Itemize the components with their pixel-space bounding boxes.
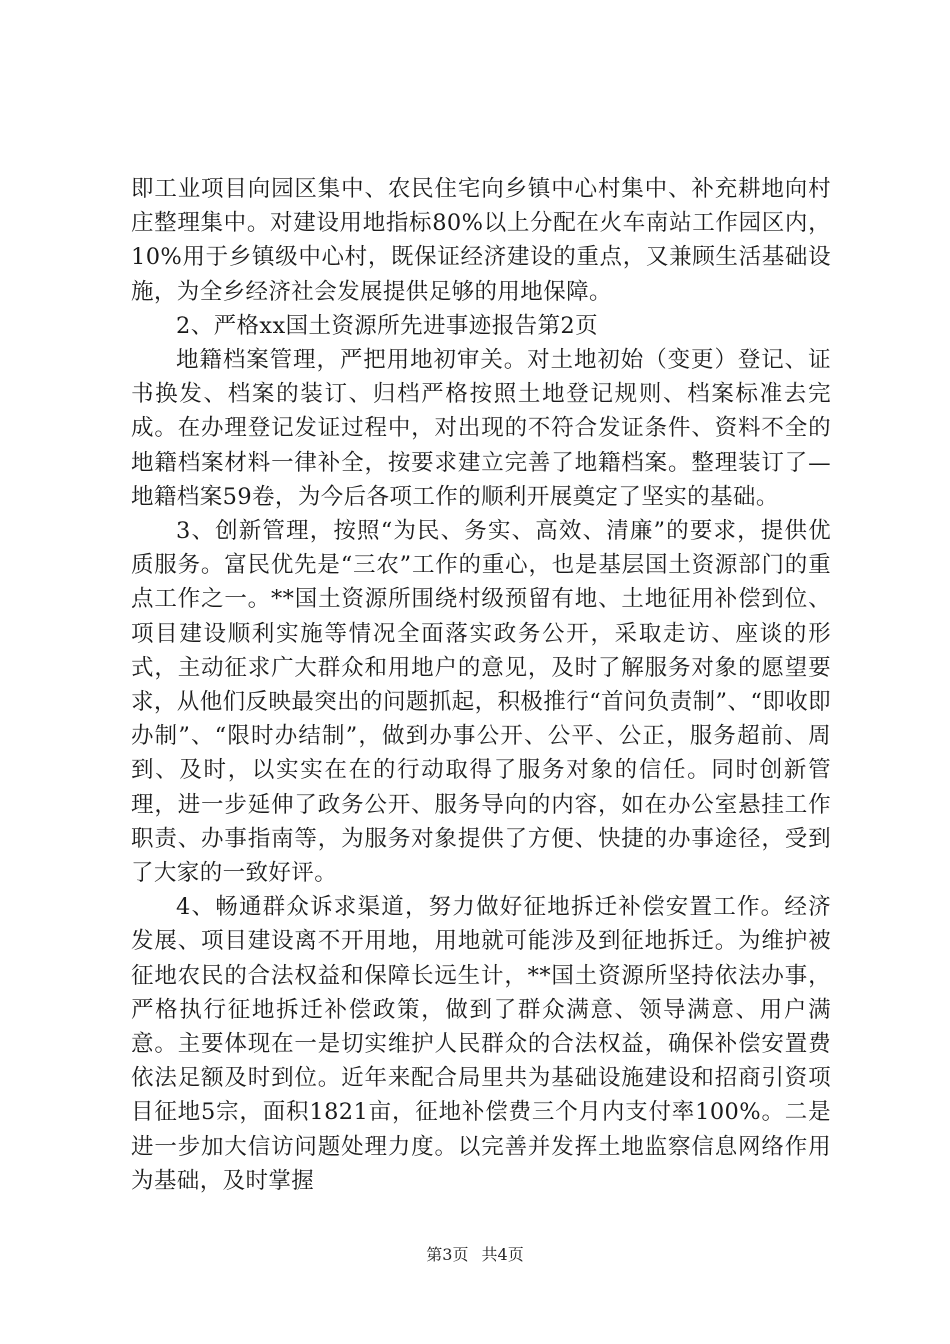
paragraph-continuation: 即工业项目向园区集中、农民住宅向乡镇中心村集中、补充耕地向村庄整理集中。对建设用地指标80%以上分配在火车南站工作园区内，10%用于乡镇级中心村，既保证经济建设的重点，又兼顾生活基础设施，为全乡经济社会发展提供足够的用地保障。 [131, 176, 831, 305]
paragraph-innovation: 3、创新管理，按照“为民、务实、高效、清廉”的要求，提供优质服务。富民优先是“三农”工作的重心，也是基层国土资源部门的重点工作之一。**国土资源所围绕村级预留有地、土地征用补偿到位、项目建设顺利实施等情况全面落实政务公开，采取走访、座谈的形式，主动征求广大群众和用地户的意见，及时了解服务对象的愿望要求，从他们反映最突出的问题抓起，积极推行“首问负责制”、“即收即办制”、“限时办结制”，做到办事公开、公平、公正，服务超前、周到、及时，以实实在在的行动取得了服务对象的信任。同时创新管理，进一步延伸了政务公开、服务导向的内容，如在办公室悬挂工作职责、办事指南等，为服务对象提供了方便、快捷的办事途径，受到了大家的一致好评。 [131, 518, 831, 887]
page-footer [0, 1242, 950, 1265]
paragraph-archives: 地籍档案管理，严把用地初审关。对土地初始（变更）登记、证书换发、档案的装订、归档严格按照土地登记规则、档案标准去完成。在办理登记发证过程中，对出现的不符合发证条件、资料不全的地籍档案材料一律补全，按要求建立完善了地籍档案。整理装订了—地籍档案59卷，为今后各项工作的顺利开展奠定了坚实的基础。 [131, 347, 831, 510]
section-heading-2: 2、严格xx国土资源所先进事迹报告第2页 [176, 312, 599, 339]
page-total: 共4页 [481, 1245, 524, 1264]
paragraph-land-acquisition: 4、畅通群众诉求渠道，努力做好征地拆迁补偿安置工作。经济发展、项目建设离不开用地，用地就可能涉及到征地拆迁。为维护被征地农民的合法权益和保障长远生计，**国土资源所坚持依法办事，严格执行征地拆迁补偿政策，做到了群众满意、领导满意、用户满意。主要体现在一是切实维护人民群众的合法权益，确保补偿安置费依法足额及时到位。近年来配合局里共为基础设施建设和招商引资项目征地5宗，面积1821亩，征地补偿费三个月内支付率100%。二是进一步加大信访问题处理力度。以完善并发挥土地监察信息网络作用为基础，及时掌握 [131, 894, 831, 1194]
page-number: 第3页 [426, 1245, 469, 1264]
document-body [131, 172, 831, 1198]
